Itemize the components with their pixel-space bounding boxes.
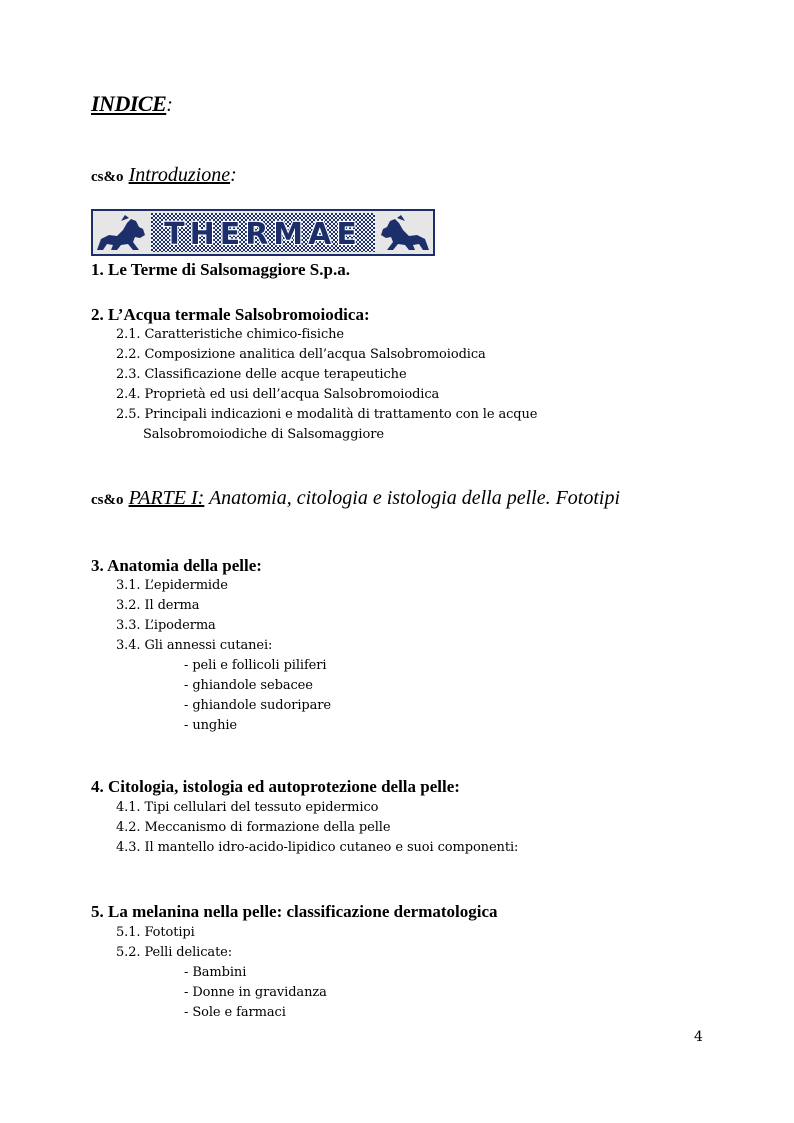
list-subitem: - Sole e farmaci: [184, 1005, 286, 1020]
list-item: 5.1. Fototipi: [116, 925, 195, 940]
list-item: 2.4. Proprietà ed usi dell’acqua Salsobromoiodica: [116, 387, 440, 402]
list-item: 3.2. Il derma: [116, 598, 200, 613]
list-item: Salsobromoiodiche di Salsomaggiore: [143, 427, 384, 442]
ornament-icon: cs&o: [91, 169, 124, 185]
chapter-2: [91, 305, 370, 325]
list-subitem: - Bambini: [184, 965, 247, 980]
banner-text: THERMAE: [164, 217, 362, 252]
list-subitem: - ghiandole sebacee: [184, 678, 313, 693]
list-item: 4.2. Meccanismo di formazione della pelle: [116, 820, 391, 835]
chapter-4: [91, 777, 460, 797]
list-subitem: - ghiandole sudoripare: [184, 698, 331, 713]
chapter-1: [91, 260, 350, 280]
list-subitem: - unghie: [184, 718, 238, 733]
list-item: 2.3. Classificazione delle acque terapeutiche: [116, 367, 407, 382]
chapter-3-num: 3.: [91, 556, 104, 575]
page-number: 4: [694, 1029, 703, 1045]
part1-label: PARTE I:: [128, 487, 205, 509]
list-item: 4.1. Tipi cellulari del tessuto epidermico: [116, 800, 379, 815]
ornament-icon: cs&o: [91, 492, 124, 508]
list-item: 2.5. Principali indicazioni e modalità di trattamento con le acque: [116, 407, 538, 422]
list-item: 3.1. L’epidermide: [116, 578, 228, 593]
chapter-2-title: L’Acqua termale Salsobromoiodica:: [108, 305, 370, 324]
thermae-banner-svg: [91, 209, 435, 256]
chapter-3: [91, 556, 262, 576]
intro-colon: :: [230, 164, 237, 186]
chapter-2-num: 2.: [91, 305, 104, 324]
chapter-5-title: La melanina nella pelle: classificazione dermatologica: [108, 902, 498, 921]
chapter-1-title: Le Terme di Salsomaggiore S.p.a.: [108, 260, 350, 279]
chapter-5-num: 5.: [91, 902, 104, 921]
list-subitem: - peli e follicoli piliferi: [184, 658, 327, 673]
list-item: 5.2. Pelli delicate:: [116, 945, 233, 960]
list-subitem: - Donne in gravidanza: [184, 985, 327, 1000]
list-item: 2.1. Caratteristiche chimico-fisiche: [116, 327, 344, 342]
list-item: 3.3. L’ipoderma: [116, 618, 216, 633]
chapter-5: [91, 902, 498, 922]
list-item: 4.3. Il mantello idro-acido-lipidico cutaneo e suoi componenti:: [116, 840, 519, 855]
chapter-3-title: Anatomia della pelle:: [107, 556, 262, 575]
title-colon: :: [166, 94, 173, 116]
section-introduzione: [91, 164, 237, 187]
section-parte-1: [91, 487, 620, 510]
page-title: [91, 91, 173, 117]
list-item: 2.2. Composizione analitica dell’acqua Salsobromoiodica: [116, 347, 486, 362]
chapter-4-title: Citologia, istologia ed autoprotezione della pelle:: [108, 777, 460, 796]
list-item: 3.4. Gli annessi cutanei:: [116, 638, 273, 653]
intro-label: Introduzione: [128, 164, 231, 186]
chapter-1-num: 1.: [91, 260, 104, 279]
thermae-banner-logo: [91, 209, 435, 256]
chapter-4-num: 4.: [91, 777, 104, 796]
title-text: INDICE: [91, 91, 167, 116]
part1-text: Anatomia, citologia e istologia della pelle. Fototipi: [204, 487, 621, 509]
